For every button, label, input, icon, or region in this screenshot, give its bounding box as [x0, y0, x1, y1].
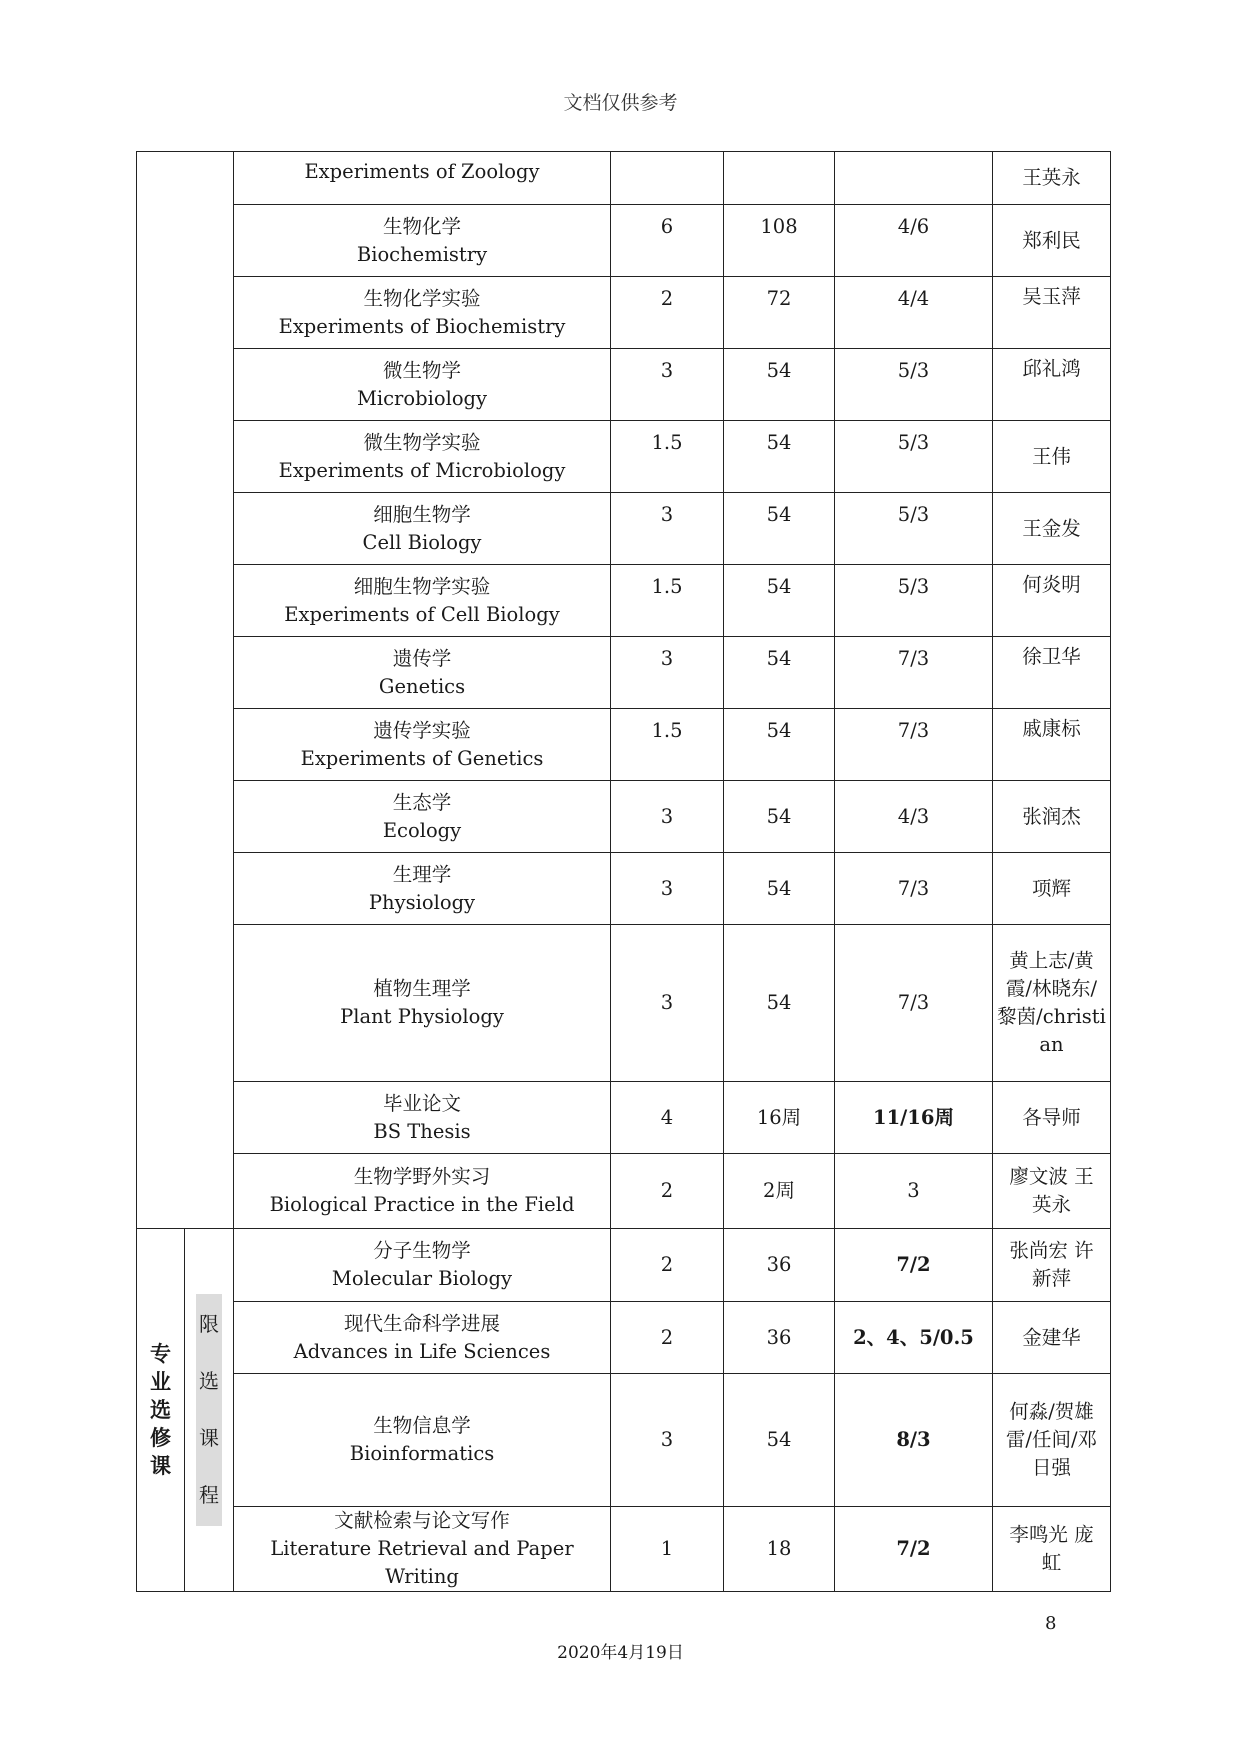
course-table	[136, 151, 1111, 1592]
table-row	[137, 1507, 1111, 1592]
teacher-cell: 张尚宏 许新萍	[993, 1229, 1111, 1302]
course-name-en: Bioinformatics	[349, 1442, 495, 1465]
course-name-cell	[234, 1374, 611, 1507]
course-name-en: Literature Retrieval and Paper Writing	[270, 1537, 574, 1588]
term-cell: 7/2	[835, 1229, 993, 1302]
course-name-cn: 毕业论文	[382, 1091, 461, 1115]
table-row	[137, 1229, 1111, 1302]
course-name-en: Microbiology	[356, 386, 488, 410]
course-name-cn: 微生物学实验	[363, 430, 481, 454]
credit-cell: 3	[611, 853, 724, 925]
term-cell: 5/3	[835, 349, 993, 421]
course-name-en: Advances in Life Sciences	[293, 1339, 551, 1363]
teacher-cell: 项辉	[993, 853, 1111, 925]
category-cell	[137, 152, 234, 1229]
hours-cell: 16周	[724, 1082, 835, 1154]
course-name-cell	[234, 1154, 611, 1229]
sub-label-char: 课	[199, 1426, 219, 1450]
course-name-cell	[234, 709, 611, 781]
group-label-char: 修	[150, 1425, 171, 1450]
teacher-cell: 李鸣光 庞虹	[993, 1507, 1111, 1592]
table-row	[137, 421, 1111, 493]
table-row	[137, 349, 1111, 421]
teacher-cell: 邱礼鸿	[993, 349, 1111, 421]
hours-cell: 18	[724, 1507, 835, 1592]
credit-cell: 2	[611, 277, 724, 349]
course-name-cn: 生态学	[392, 790, 452, 814]
hours-cell: 54	[724, 493, 835, 565]
group-label-char: 专	[150, 1341, 171, 1366]
course-name-en: BS Thesis	[373, 1119, 471, 1143]
credit-cell: 6	[611, 205, 724, 277]
page-header: 文档仅供参考	[563, 92, 678, 114]
course-name-cn: 文献检索与论文写作	[334, 1509, 510, 1532]
table-row	[137, 1082, 1111, 1154]
credit-cell: 3	[611, 637, 724, 709]
hours-cell: 54	[724, 1374, 835, 1507]
credit-cell: 3	[611, 925, 724, 1082]
footer-date: 2020年4月19日	[557, 1643, 684, 1663]
course-name-cell	[234, 1507, 611, 1592]
course-name-en: Physiology	[368, 890, 476, 914]
credit-cell: 1.5	[611, 565, 724, 637]
credit-cell: 1.5	[611, 421, 724, 493]
course-name-cell	[234, 277, 611, 349]
course-name-en: Experiments of Zoology	[304, 160, 540, 183]
course-name-cell	[234, 565, 611, 637]
credit-cell: 4	[611, 1082, 724, 1154]
hours-cell: 54	[724, 349, 835, 421]
credit-cell: 3	[611, 349, 724, 421]
course-name-cell	[234, 1229, 611, 1302]
credit-cell: 3	[611, 1374, 724, 1507]
course-name-cell	[234, 421, 611, 493]
teacher-cell: 戚康标	[993, 709, 1111, 781]
course-name-cell	[234, 205, 611, 277]
course-name-cn: 遗传学实验	[373, 718, 471, 742]
teacher-cell: 何炎明	[993, 565, 1111, 637]
teacher-cell: 各导师	[993, 1082, 1111, 1154]
table-row	[137, 493, 1111, 565]
teacher-cell: 王伟	[993, 421, 1111, 493]
course-name-cell	[234, 853, 611, 925]
term-cell: 11/16周	[835, 1082, 993, 1154]
hours-cell: 54	[724, 709, 835, 781]
term-cell: 4/4	[835, 277, 993, 349]
course-name-cn: 生物化学	[382, 214, 461, 238]
course-name-en: Molecular Biology	[331, 1267, 513, 1290]
credit-cell: 1	[611, 1507, 724, 1592]
teacher-cell: 王英永	[993, 152, 1111, 205]
table-row	[137, 152, 1111, 205]
course-name-en: Genetics	[378, 674, 466, 698]
hours-cell: 36	[724, 1302, 835, 1374]
hours-cell: 36	[724, 1229, 835, 1302]
course-name-en: Experiments of Microbiology	[278, 458, 566, 482]
term-cell: 4/6	[835, 205, 993, 277]
teacher-cell: 王金发	[993, 493, 1111, 565]
hours-cell: 108	[724, 205, 835, 277]
credit-cell	[611, 152, 724, 205]
course-name-en: Experiments of Genetics	[300, 746, 544, 770]
hours-cell: 2周	[724, 1154, 835, 1229]
sub-label-char: 选	[199, 1369, 219, 1393]
elective-sub-label	[185, 1229, 234, 1592]
sub-label-char: 限	[199, 1312, 219, 1336]
teacher-cell: 何淼/贺雄雷/任间/邓日强	[993, 1374, 1111, 1507]
table-row	[137, 781, 1111, 853]
course-name-cn: 生物信息学	[373, 1414, 471, 1437]
course-name-cn: 遗传学	[392, 646, 452, 670]
course-name-en: Biochemistry	[356, 242, 488, 266]
course-name-cn: 分子生物学	[373, 1239, 471, 1262]
hours-cell: 54	[724, 853, 835, 925]
teacher-cell: 廖文波 王英永	[993, 1154, 1111, 1229]
term-cell: 5/3	[835, 421, 993, 493]
teacher-cell: 金建华	[993, 1302, 1111, 1374]
table-row	[137, 1302, 1111, 1374]
table-row	[137, 1154, 1111, 1229]
term-cell: 4/3	[835, 781, 993, 853]
course-name-cell	[234, 349, 611, 421]
course-name-en: Cell Biology	[362, 530, 482, 554]
course-name-cn: 微生物学	[382, 358, 461, 382]
course-name-en: Plant Physiology	[340, 1005, 504, 1028]
teacher-cell: 黄上志/黄霞/林晓东/黎茵/christian	[993, 925, 1111, 1082]
course-name-cn: 细胞生物学实验	[353, 574, 491, 598]
course-name-cn: 植物生理学	[373, 977, 471, 1000]
group-label-char: 课	[150, 1453, 171, 1478]
credit-cell: 3	[611, 493, 724, 565]
teacher-cell: 张润杰	[993, 781, 1111, 853]
table-row	[137, 637, 1111, 709]
term-cell: 3	[835, 1154, 993, 1229]
course-name-en: Biological Practice in the Field	[269, 1193, 575, 1216]
term-cell: 7/3	[835, 637, 993, 709]
credit-cell: 2	[611, 1154, 724, 1229]
table-row	[137, 205, 1111, 277]
credit-cell: 1.5	[611, 709, 724, 781]
term-cell: 7/3	[835, 925, 993, 1082]
group-label-char: 选	[150, 1397, 171, 1422]
table-row	[137, 277, 1111, 349]
table-row	[137, 709, 1111, 781]
group-label-char: 业	[150, 1369, 171, 1394]
sub-label-char: 程	[199, 1483, 219, 1507]
term-cell: 2、4、5/0.5	[835, 1302, 993, 1374]
table-row	[137, 1374, 1111, 1507]
hours-cell: 54	[724, 637, 835, 709]
course-name-cell	[234, 781, 611, 853]
course-name-cell	[234, 1082, 611, 1154]
hours-cell: 54	[724, 781, 835, 853]
course-name-cn: 生物化学实验	[363, 286, 481, 310]
course-name-cn: 生物学野外实习	[353, 1165, 491, 1188]
hours-cell	[724, 152, 835, 205]
course-name-cn: 细胞生物学	[373, 502, 471, 526]
table-row	[137, 925, 1111, 1082]
course-name-cell	[234, 637, 611, 709]
credit-cell: 2	[611, 1229, 724, 1302]
course-name-cn: 生理学	[392, 862, 452, 886]
term-cell	[835, 152, 993, 205]
hours-cell: 72	[724, 277, 835, 349]
term-cell: 5/3	[835, 493, 993, 565]
teacher-cell: 郑利民	[993, 205, 1111, 277]
teacher-cell: 吴玉萍	[993, 277, 1111, 349]
table-row	[137, 565, 1111, 637]
credit-cell: 3	[611, 781, 724, 853]
course-name-en: Ecology	[382, 818, 462, 842]
term-cell: 5/3	[835, 565, 993, 637]
course-name-cell	[234, 152, 611, 205]
term-cell: 7/3	[835, 709, 993, 781]
credit-cell: 2	[611, 1302, 724, 1374]
course-name-en: Experiments of Cell Biology	[284, 602, 560, 626]
table-row	[137, 853, 1111, 925]
term-cell: 7/2	[835, 1507, 993, 1592]
hours-cell: 54	[724, 925, 835, 1082]
elective-group-label	[137, 1229, 185, 1592]
course-name-cn: 现代生命科学进展	[343, 1311, 500, 1335]
term-cell: 7/3	[835, 853, 993, 925]
course-name-cell	[234, 1302, 611, 1374]
hours-cell: 54	[724, 421, 835, 493]
course-name-cell	[234, 493, 611, 565]
page-number: 8	[1045, 1613, 1057, 1634]
teacher-cell: 徐卫华	[993, 637, 1111, 709]
course-name-en: Experiments of Biochemistry	[278, 314, 566, 338]
term-cell: 8/3	[835, 1374, 993, 1507]
course-name-cell	[234, 925, 611, 1082]
hours-cell: 54	[724, 565, 835, 637]
